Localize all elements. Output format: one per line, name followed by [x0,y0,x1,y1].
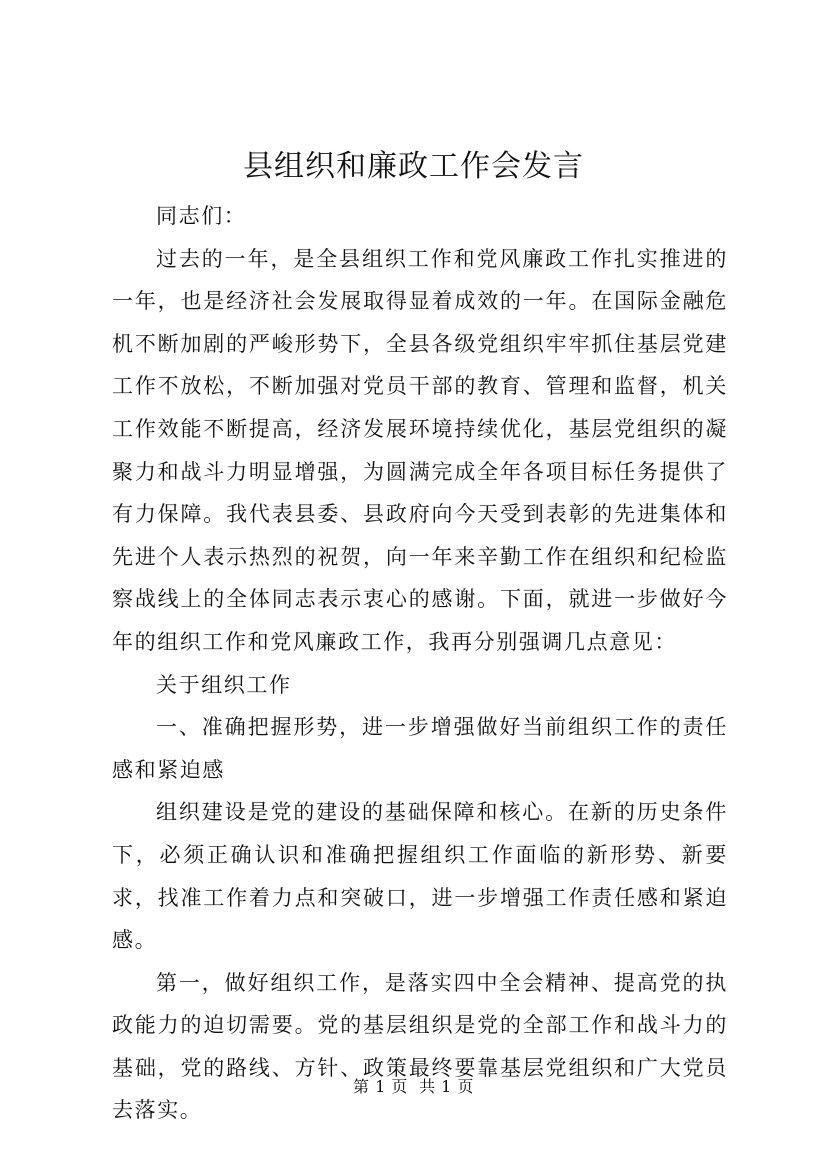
salutation: 同志们： [156,204,247,228]
page-number-label: 第 1 页 共 1 页 [353,1077,474,1096]
paragraph-review: 过去的一年，是全县组织工作和党风廉政工作扎实推进的一年，也是经济社会发展取得显着成效的一年。在国际金融危机不断加剧的严峻形势下，全县各级党组织牢牢抓住基层党建工作不放松，不断加强对党员干部的教育、管理和监督，机关工作效能不断提高，经济发展环境持续优化，基层党组织的凝聚力和战斗力明显增强，为圆满完成全年各项目标任务提供了有力保障。我代表县委、县政府向今天受到表彰的先进集体和先进个人表示热烈的祝贺，向一年来辛勤工作在组织和纪检监察战线上的全体同志表示衷心的感谢。下面，就进一步做好今年的组织工作和党风廉政工作，我再分别强调几点意见： [112,246,728,654]
document-title: 县组织和廉政工作会发言 [243,149,584,184]
section-heading: 关于组织工作 [156,672,292,697]
paragraph-first-point: 第一，做好组织工作，是落实四中全会精神、提高党的执政能力的迫切需要。党的基层组织是党的全部工作和战斗力的基础，党的路线、方针、政策最终要靠基层党组织和广大党员去落实。 [112,970,728,1123]
paragraph-organization: 组织建设是党的建设的基础保障和核心。在新的历史条件下，必须正确认识和准确把握组织工作面临的新形势、新要求，找准工作着力点和突破口，进一步增强工作责任感和紧迫感。 [112,800,728,953]
subsection-heading: 一、准确把握形势，进一步增强做好当前组织工作的责任感和紧迫感 [112,715,728,782]
document-body [112,195,728,1132]
page-footer [0,1075,827,1099]
